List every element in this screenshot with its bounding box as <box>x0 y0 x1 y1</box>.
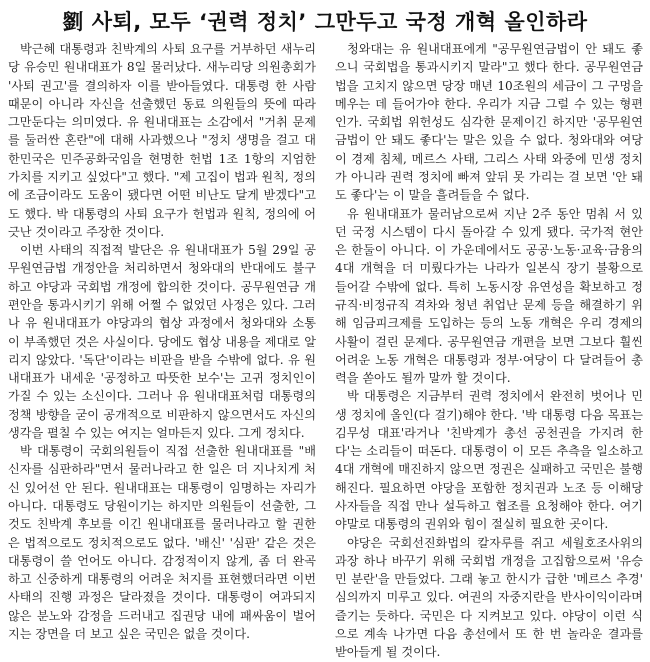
paragraph: 박 대통령은 지금부터 권력 정치에서 완전히 벗어나 민생 정치에 올인(다 걸기)해야 한다. '박 대통령 다음 목표는 김무성 대표'라거나 '친박계가 총선 공천권을 가지려 한다'는 소리들이 떠돈다. 대통령이 이 모든 추측을 일소하고 4대 개혁에 매진하지 않으면 정권은 실패하고 국민은 불행해진다. 필요하면 야당을 포함한 정치권과 노조 등 이해당사자들을 직접 만나 설득하고 협조를 요청해야 한다. 여기야말로 대통령의 권위와 힘이 절실히 필요한 곳이다. <box>335 389 643 532</box>
paragraph: 청와대는 유 원내대표에게 "공무원연금법이 안 돼도 좋으니 국회법을 통과시키지 말라"고 했다 한다. 공무원연금법을 고치지 않으면 당장 매년 10조원의 세금이 그 구멍을 메우는 데 들어가야 한다. 우리가 지금 그럴 수 있는 형편인가. 국회법 위헌성도 심각한 문제이긴 하지만 '공무원연금법이 안 돼도 좋다'는 말은 있을 수 없다. 청와대와 여당이 경제 침체, 메르스 사태, 그리스 사태 와중에 민생 정치가 아니라 권력 정치에 빠져 앞뒤 못 가리는 걸 보면 '안 돼도 좋다'는 이 말을 흘려들을 수 없다. <box>335 42 643 203</box>
paragraph: 야당은 국회선진화법의 칼자루를 쥐고 세월호조사위의 과장 하나 바꾸기 위해 국회법 개정을 고집함으로써 '유승민 분란'을 만들었다. 그래 놓고 한시가 급한 '메르스 추경' 심의까지 미루고 있다. 여권의 자중지란을 반사이익이라며 즐기는 듯하다. 국민은 다 지켜보고 있다. 야당이 이런 식으로 계속 나가면 다음 총선에서 또 한 번 놀라운 결과를 받아들게 될 것이다. <box>335 535 643 660</box>
paragraph: 박근혜 대통령과 친박계의 사퇴 요구를 거부하던 새누리당 유승민 원내대표가 8일 물러났다. 새누리당 의원총회가 '사퇴 권고'를 결의하자 이를 받아들였다. 대통령 한 사람 때문이 아니라 자신을 선출했던 동료 의원들의 뜻에 따라 그만둔다는 의미였다. 유 원내대표는 소감에서 "거취 문제를 둘러싼 혼란"에 대해 사과했으나 "정치 생명을 걸고 대한민국은 민주공화국임을 현명한 헌법 1조 1항의 지엄한 가치를 지키고 싶었다"고 했다. "제 고집이 법과 원칙, 정의에 조금이라도 도움이 됐다면 어떤 비난도 달게 받겠다"고도 했다. 박 대통령의 사퇴 요구가 헌법과 원칙, 정의에 어긋난 것이라고 주장한 것이다. <box>8 42 316 239</box>
paragraph: 이번 사태의 직접적 발단은 유 원내대표가 5월 29일 공무원연금법 개정안을 처리하면서 청와대의 반대에도 불구하고 야당과 국회법 개정에 합의한 것이다. 공무원연금 개편안을 통과시키기 위해 어쩔 수 없었던 사정은 있다. 그러나 유 원내대표가 야당과의 협상 과정에서 청와대와 소통이 부족했던 것은 사실이다. 당에도 협상 내용을 제대로 알리지 않았다. '독단'이라는 비판을 받을 수밖에 없다. 유 원내대표가 내세운 '공정하고 따뜻한 보수'는 고귀 정치인이 가질 수 있는 소신이다. 그러나 유 원내대표처럼 대통령의 정책 방향을 굳이 공개적으로 비판하지 않으면서도 자신의 생각을 펼칠 수 있는 여지는 얼마든지 있다. 그게 정치다. <box>8 243 316 440</box>
paragraph: 박 대통령이 국회의원들이 직접 선출한 원내대표를 "배신자를 심판하라"면서 물러나라고 한 일은 더 지나치게 처신 있어선 안 된다. 원내대표는 대통령이 임명하는 자리가 아니다. 대통령도 당원이기는 하지만 의원들이 선출한, 그것도 친박계 후보를 이긴 원내대표를 물러나라고 할 권한은 법적으로도 정치적으로도 없다. '배신' '심판' 같은 것은 대통령이 쓸 언어도 아니다. 감정적이지 않게, 좀 더 완곡하고 신중하게 대통령의 어려운 처지를 표현했더라면 이번 사태의 진행 과정은 달라졌을 것이다. 대통령이 여과되지 않은 분노와 감정을 드러내고 집권당 내에 패싸움이 벌어지는 장면을 더 보고 싶은 국민은 없을 것이다. <box>8 444 316 641</box>
right-column <box>335 40 643 662</box>
editorial-headline: 劉 사퇴, 모두 ‘권력 정치’ 그만두고 국정 개혁 올인하라 <box>62 10 588 34</box>
left-column <box>8 40 316 643</box>
paragraph: 유 원내대표가 물러남으로써 지난 2주 동안 멈춰 서 있던 국정 시스템이 다시 돌아갈 수 있게 됐다. 국가적 현안은 한둘이 아니다. 이 가운데에서도 공공·노동·교육·금융의 4대 개혁을 더 미뤘다가는 나라가 일본식 장기 불황으로 들어갈 수밖에 없다. 특히 노동시장 유연성을 확보하고 정규직·비정규직 격차와 청년 취업난 문제 등을 해결하기 위해 임금피크제를 도입하는 등의 노동 개혁은 우리 경제의 사활이 걸린 문제다. 공무원연금 개편을 보면 그보다 훨씬 어려운 노동 개혁은 대통령과 정부·여당이 다 달려들어 총력을 쏟아도 될까 말까 할 것이다. <box>335 206 643 386</box>
